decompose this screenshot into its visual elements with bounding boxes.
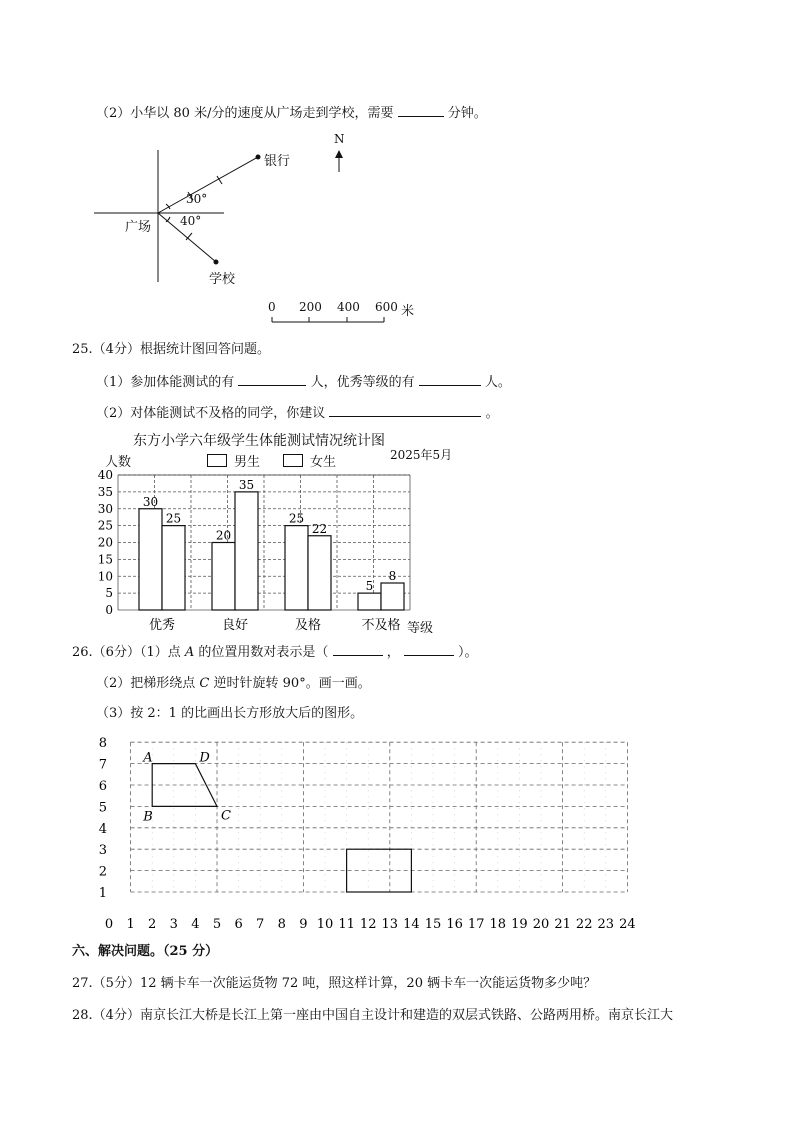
y-tick-label: 30 — [97, 501, 113, 516]
y-tick-label: 0 — [105, 603, 113, 617]
x-axis-number: 2 — [148, 917, 157, 932]
chart-title: 东方小学六年级学生体能测试情况统计图 — [133, 433, 385, 449]
legend-label-boys: 男生 — [234, 455, 261, 470]
q26-p1-a: 26.（6分）（1）点 — [72, 645, 181, 660]
scale-tick-200: 200 — [299, 300, 322, 314]
q26-p2-a: （2）把梯形绕点 — [96, 676, 196, 691]
point-label-d: D — [199, 750, 210, 766]
q24-part2-prefix: （2）小华以 80 米/分的速度从广场走到学校，需要 — [96, 106, 394, 121]
y-axis-number: 3 — [98, 843, 107, 859]
bar-value-label: 30 — [142, 494, 159, 509]
bar-value-label: 25 — [288, 511, 305, 526]
y-axis-number: 7 — [98, 757, 107, 773]
y-axis-number: 6 — [98, 779, 107, 794]
bar-value-label: 20 — [215, 528, 232, 543]
q26-part3: （3）按 2：1 的比画出长方形放大后的图形。 — [96, 706, 364, 721]
q26-p2-var: C — [199, 676, 210, 691]
angle-40-label: 40° — [180, 214, 202, 228]
scale-tick-0: 0 — [268, 300, 276, 314]
q24-part2-suffix: 分钟。 — [447, 106, 487, 121]
x-axis-number: 23 — [597, 917, 615, 932]
y-tick-label: 15 — [97, 552, 113, 567]
x-axis-number: 0 — [104, 917, 114, 932]
q26-p2-b: 逆时针旋转 90°。画一画。 — [213, 676, 371, 691]
q28: 28.（4分）南京长江大桥是长江上第一座由中国自主设计和建造的双层式铁路、公路两用桥。南京长江大 — [72, 1008, 673, 1023]
q26-p1-c: ， — [386, 645, 400, 660]
bar-value-label: 25 — [165, 511, 182, 526]
x-axis-number: 22 — [575, 917, 593, 932]
q27: 27.（5分）12 辆卡车一次能运货物 72 吨，照这样计算，20 辆卡车一次能运货物多少吨？ — [72, 976, 597, 991]
q26-p1-d: ）。 — [457, 645, 478, 660]
x-axis-number: 9 — [299, 917, 308, 932]
q25-p1-b: 人，优秀等级的有 — [310, 375, 415, 390]
legend-label-girls: 女生 — [310, 455, 337, 470]
y-tick-label: 40 — [97, 468, 113, 482]
x-axis-number: 24 — [619, 917, 636, 932]
x-category-label: 良好 — [221, 618, 249, 633]
x-axis-number: 4 — [191, 917, 200, 932]
x-axis-number: 8 — [277, 917, 286, 932]
x-axis-number: 20 — [532, 917, 550, 932]
chart-date: 2025年5月 — [390, 448, 453, 462]
y-tick-label: 5 — [105, 586, 113, 601]
y-tick-label: 20 — [97, 535, 113, 550]
chart-ylabel: 人数 — [105, 455, 132, 470]
x-axis-number: 16 — [446, 917, 463, 932]
bank-label: 银行 — [264, 154, 291, 169]
x-axis-number: 1 — [126, 917, 135, 932]
y-axis-number: 2 — [98, 864, 107, 880]
scale-tick-400: 400 — [337, 300, 360, 314]
x-category-label: 优秀 — [148, 618, 176, 633]
bar-value-label: 35 — [238, 477, 255, 492]
y-tick-label: 35 — [97, 484, 113, 499]
x-axis-number: 12 — [359, 917, 377, 932]
point-label-a: A — [143, 750, 153, 766]
y-tick-label: 10 — [97, 569, 113, 584]
x-axis-number: 5 — [212, 917, 222, 932]
y-axis-number: 8 — [98, 736, 107, 752]
q25-p2-a: （2）对体能测试不及格的同学，你建议 — [96, 406, 326, 421]
x-axis-number: 18 — [489, 917, 507, 932]
q25-header: 25.（4分）根据统计图回答问题。 — [72, 342, 270, 357]
q26-p1-b: 的位置用数对表示是（ — [198, 645, 329, 660]
x-axis-number: 19 — [511, 917, 528, 932]
y-axis-number: 5 — [98, 800, 107, 816]
y-tick-label: 25 — [97, 518, 113, 533]
x-category-label: 不及格 — [361, 618, 401, 633]
point-label-b: B — [143, 809, 153, 825]
north-label: N — [334, 132, 345, 146]
q26-p1-var: A — [184, 645, 195, 660]
square-label: 广场 — [125, 220, 152, 235]
x-category-label: 及格 — [294, 618, 322, 633]
x-axis-number: 10 — [316, 917, 334, 932]
y-axis-number: 4 — [98, 821, 107, 837]
bar-value-label: 22 — [311, 521, 328, 536]
x-axis-number: 11 — [338, 917, 355, 932]
q25-p1-a: （1）参加体能测试的有 — [96, 375, 235, 390]
scale-tick-600: 600 — [375, 300, 398, 314]
point-label-c: C — [221, 808, 231, 824]
x-axis-number: 21 — [554, 917, 571, 932]
x-axis-number: 7 — [256, 917, 265, 932]
school-label: 学校 — [209, 272, 236, 287]
angle-30-label: 30° — [186, 192, 208, 206]
q25-p2-b: 。 — [485, 406, 499, 421]
section-6-heading: 六、解决问题。（25 分） — [72, 944, 219, 959]
x-axis-number: 6 — [234, 917, 243, 932]
x-axis-number: 13 — [381, 917, 399, 932]
scale-unit: 米 — [401, 304, 415, 319]
x-axis-number: 15 — [424, 917, 442, 932]
x-axis-number: 3 — [169, 917, 178, 932]
y-axis-number: 1 — [98, 886, 107, 901]
x-axis-number: 14 — [403, 917, 420, 932]
chart-xlabel: 等级 — [407, 621, 434, 636]
bar-value-label: 5 — [365, 579, 374, 594]
bar-value-label: 8 — [388, 569, 397, 583]
x-axis-number: 17 — [467, 917, 485, 932]
q25-p1-c: 人。 — [484, 375, 511, 390]
